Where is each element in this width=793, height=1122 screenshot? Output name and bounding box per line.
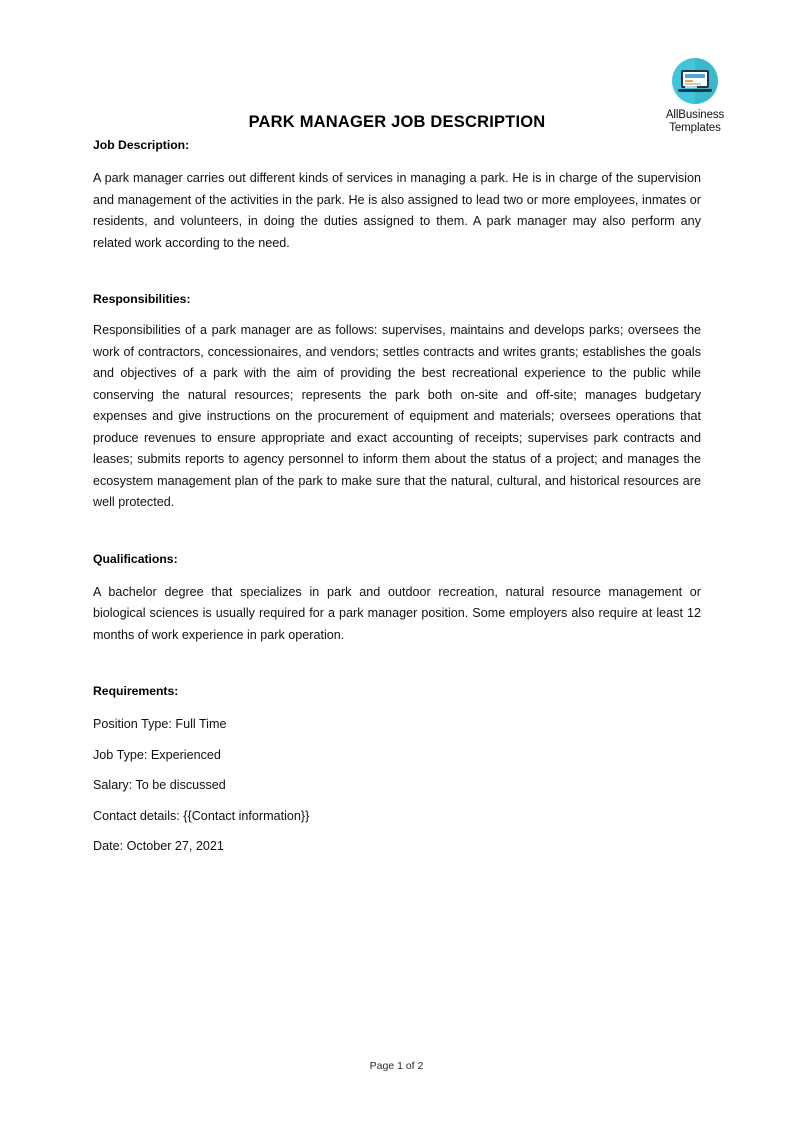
spacer	[93, 566, 701, 582]
laptop-line-2	[685, 86, 697, 88]
requirement-contact-details: Contact details: {{Contact information}}	[93, 808, 310, 823]
logo-text-line1: AllBusiness	[665, 109, 725, 121]
logo-circle-wrap	[648, 58, 742, 106]
paragraph-qualifications: A bachelor degree that specializes in park and outdoor recreation, natural resource management or biological sciences is usually required for a park manager position. Some employers also require at least 12 months of work experience in park operation.	[93, 584, 701, 642]
heading-qualifications: Qualifications:	[93, 551, 178, 566]
document-body	[93, 138, 701, 858]
spacer	[93, 152, 701, 168]
laptop-titlebar	[685, 74, 705, 78]
paragraph-responsibilities: Responsibilities of a park manager are as follows: supervises, maintains and develops parks; oversees the work of contractors, concessionaires, and vendors; settles contracts and writes grants; establishes the goals and objectives of a park with the aim of providing the best recreational experience to the public while conserving the natural resources; represents the park both on-site and off-site; manages budgetary expenses and give instructions on the procurement of equipment and materials; oversees operations that produce revenues to ensure appropriate and exact accounting of receipts; supervises park contracts and leases; submits reports to agency personnel to inform them about the status of a project; and manages the ecosystem management plan of the park to make sure that the natural, cultural, and historical resources are well protected.	[93, 323, 701, 509]
spacer	[93, 698, 701, 714]
spacer	[93, 306, 701, 320]
laptop-glyph	[681, 70, 709, 92]
page-footer: Page 1 of 2	[369, 1060, 424, 1072]
heading-job-description: Job Description:	[93, 138, 190, 152]
heading-requirements: Requirements:	[93, 684, 179, 698]
laptop-icon	[672, 58, 718, 104]
laptop-base	[678, 89, 712, 92]
requirement-salary: Salary: To be discussed	[93, 778, 226, 792]
laptop-screen	[681, 70, 709, 88]
spacer	[93, 646, 701, 684]
requirement-position-type: Position Type: Full Time	[93, 717, 227, 731]
spacer	[93, 254, 701, 292]
spacer	[93, 514, 701, 552]
requirement-date: Date: October 27, 2021	[93, 839, 224, 853]
laptop-line-accent	[685, 80, 693, 82]
spacer	[93, 827, 701, 836]
spacer	[93, 766, 701, 775]
heading-responsibilities: Responsibilities:	[93, 292, 191, 306]
spacer	[93, 797, 701, 806]
page-title: PARK MANAGER JOB DESCRIPTION	[248, 113, 546, 131]
logo-text-line2: Templates	[669, 122, 721, 134]
laptop-line-1	[685, 83, 701, 85]
requirement-job-type: Job Type: Experienced	[93, 747, 221, 762]
spacer	[93, 736, 701, 745]
paragraph-job-description: A park manager carries out different kinds of services in managing a park. He is in charge of the supervision and management of the activities in the park. He is also assigned to lead two or more employees, inmates or residents, and volunteers, in doing the duties assigned to them. A park manager may also perform any related work according to the need.	[93, 171, 701, 250]
